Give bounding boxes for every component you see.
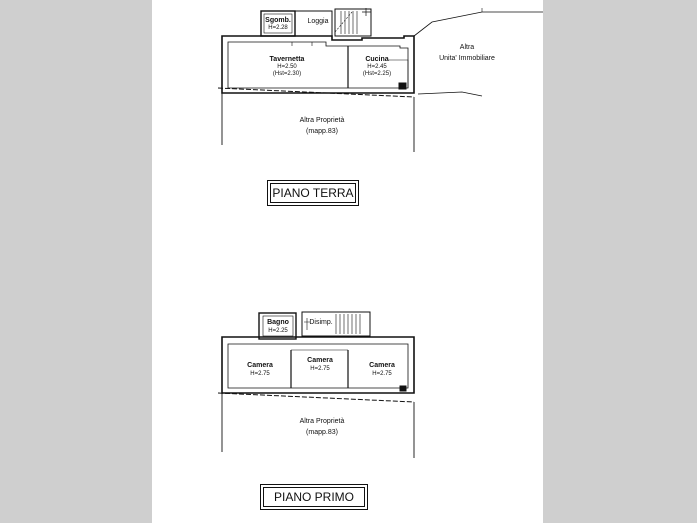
- room-cucina-name: Cucina: [365, 56, 389, 63]
- room-camera2-height: H=2.75: [310, 366, 330, 372]
- room-cucina-height: H=2.45: [367, 64, 387, 70]
- ground-other-property-line2: (mapp.83): [306, 128, 338, 135]
- room-bagno-height: H=2.25: [268, 328, 288, 334]
- room-sgomb-height: H=2.28: [268, 25, 288, 31]
- room-bagno-name: Bagno: [267, 319, 289, 326]
- other-unit-line2: Unita' Immobiliare: [439, 55, 495, 62]
- room-camera3-height: H=2.75: [372, 371, 392, 377]
- room-sgomb-name: Sgomb.: [265, 17, 291, 24]
- ground-floor-title: [267, 180, 359, 206]
- room-camera2-name: Camera: [307, 357, 333, 364]
- room-tavernetta-name: Tavernetta: [269, 56, 305, 63]
- drawing-sheet: [152, 0, 543, 523]
- room-loggia-name: Loggia: [307, 18, 329, 25]
- other-unit-line1: Altra: [459, 44, 475, 51]
- room-camera1-name: Camera: [247, 362, 273, 369]
- room-camera3-name: Camera: [369, 362, 395, 369]
- room-disimp-name: Disimp.: [309, 319, 333, 326]
- first-other-property-line2: (mapp.83): [306, 429, 338, 436]
- room-tavernetta-height: H=2.50: [277, 64, 297, 70]
- ground-floor-title-text: PIANO TERRA: [272, 186, 354, 200]
- first-floor-title: [260, 484, 368, 510]
- first-other-property-line1: Altra Proprietà: [299, 418, 345, 425]
- first-floor-title-text: PIANO PRIMO: [273, 490, 354, 504]
- room-cucina-hst: (Hst=2.25): [362, 71, 392, 77]
- ground-other-property-line1: Altra Proprietà: [299, 117, 345, 124]
- floor-plans-drawing: [152, 0, 543, 523]
- room-camera1-height: H=2.75: [250, 371, 270, 377]
- room-tavernetta-hst: (Hst=2.30): [272, 71, 302, 77]
